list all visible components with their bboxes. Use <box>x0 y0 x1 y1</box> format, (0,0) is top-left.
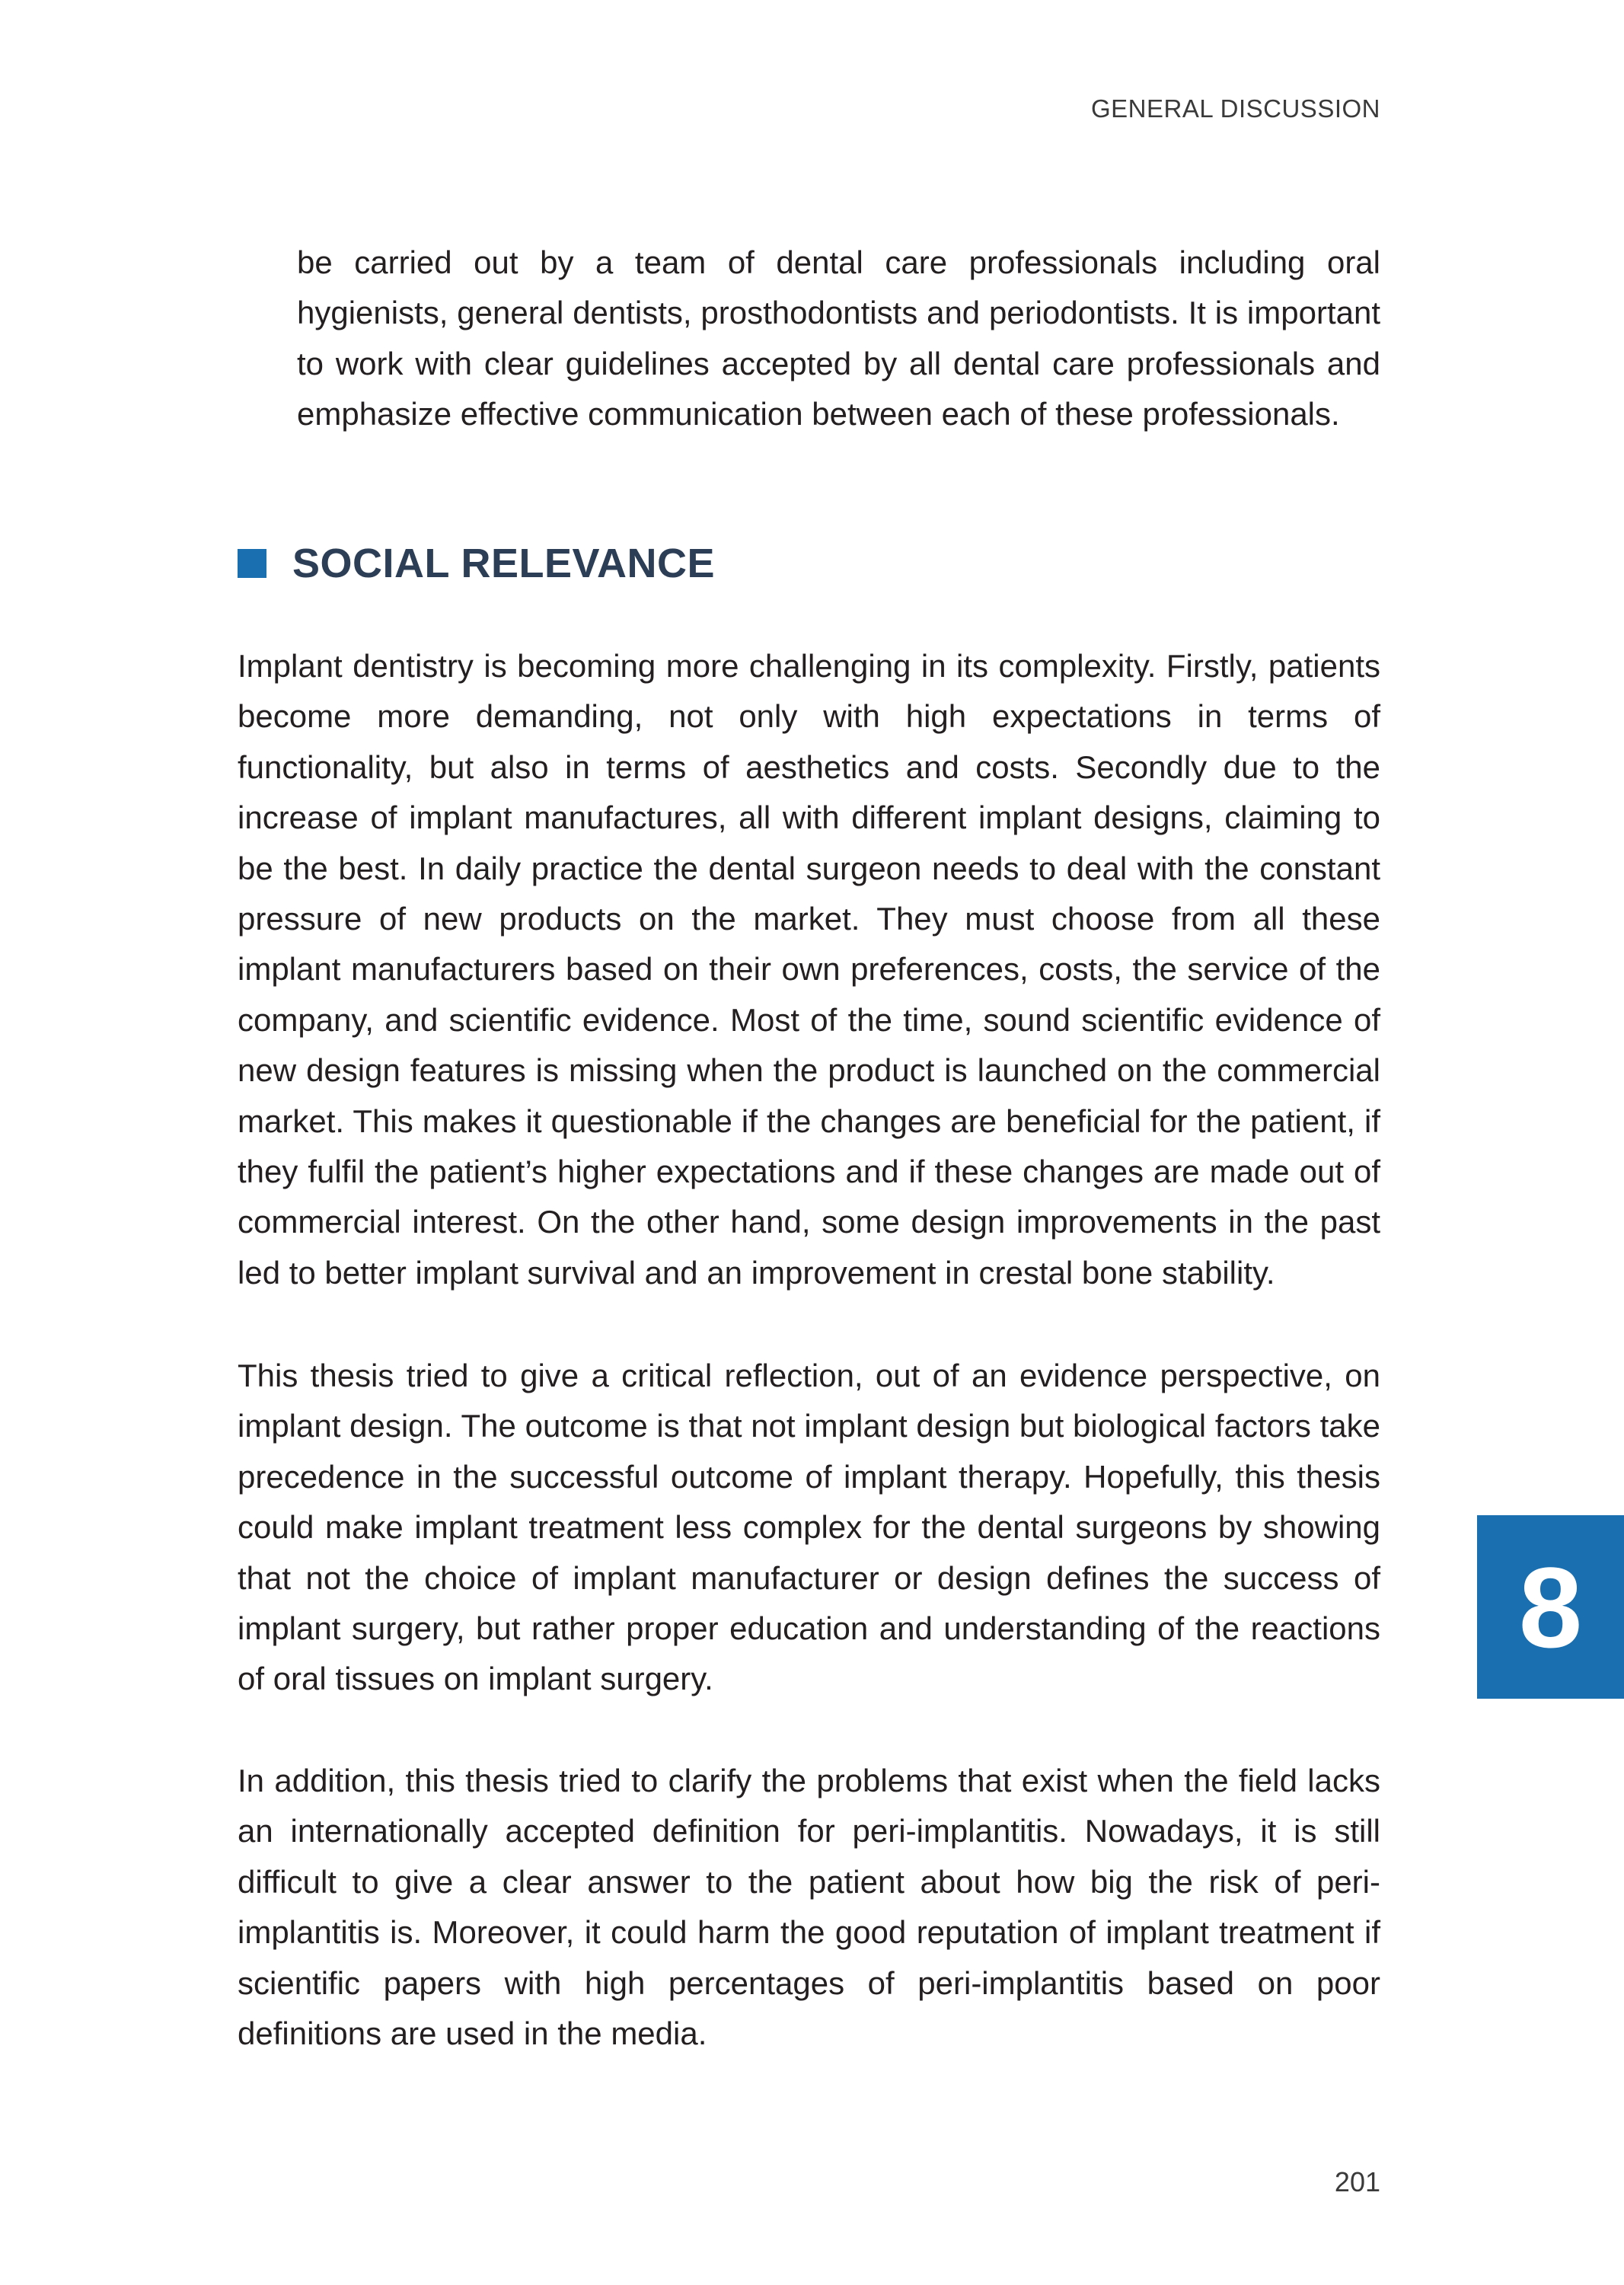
body-paragraph-2: This thesis tried to give a critical reflection, out of an evidence perspective, on implant design. The outcome is that not implant design but biological factors take precedence in the successful outcome of implant therapy. Hopefully, this thesis could make implant treatment less complex for the dental surgeons by showing that not the choice of implant manufacturer or design defines the success of implant surgery, but rather proper education and understanding of the reactions of oral tissues on implant surgery. <box>238 1358 1380 1697</box>
body-paragraph-3: In addition, this thesis tried to clarify the problems that exist when the field lacks an internationally accepted definition for peri-implantitis. Nowadays, it is still difficult to give a clear answer to the patient about how big the risk of peri-implantitis is. Moreover, it could harm the good reputation of implant treatment if scientific papers with high percentages of peri-implantitis based on poor definitions are used in the media. <box>238 1763 1380 2052</box>
body-paragraph-1: Implant dentistry is becoming more challenging in its complexity. Firstly, patients become more demanding, not only with high expectations in terms of functionality, but also in terms of aesthetics and costs. Secondly due to the increase of implant manufactures, all with different implant designs, claiming to be the best. In daily practice the dental surgeon needs to deal with the constant pressure of new products on the market. They must choose from all these implant manufacturers based on their own preferences, costs, the service of the company, and scientific evidence. Most of the time, sound scientific evidence of new design features is missing when the product is launched on the commercial market. This makes it questionable if the changes are beneficial for the patient, if they fulfil the patient’s higher expectations and if these changes are made out of commercial interest. On the other hand, some design improvements in the past led to better implant survival and an improvement in crestal bone stability. <box>238 648 1380 1291</box>
page-number: 201 <box>1334 2166 1380 2197</box>
chapter-number: 8 <box>1518 1543 1583 1671</box>
continued-paragraph: be carried out by a team of dental care professionals including oral hygienists, general dentists, prosthodontists and periodontists. It is important to work with clear guidelines accepted by all dental care professionals and emphasize effective communication between each of these professionals. <box>297 244 1380 432</box>
chapter-thumb-tab <box>1477 1515 1624 1699</box>
section-marker-square-icon <box>238 549 266 578</box>
section-heading <box>238 533 715 594</box>
section-heading-title: SOCIAL RELEVANCE <box>292 541 716 586</box>
running-header: GENERAL DISCUSSION <box>1090 94 1380 123</box>
